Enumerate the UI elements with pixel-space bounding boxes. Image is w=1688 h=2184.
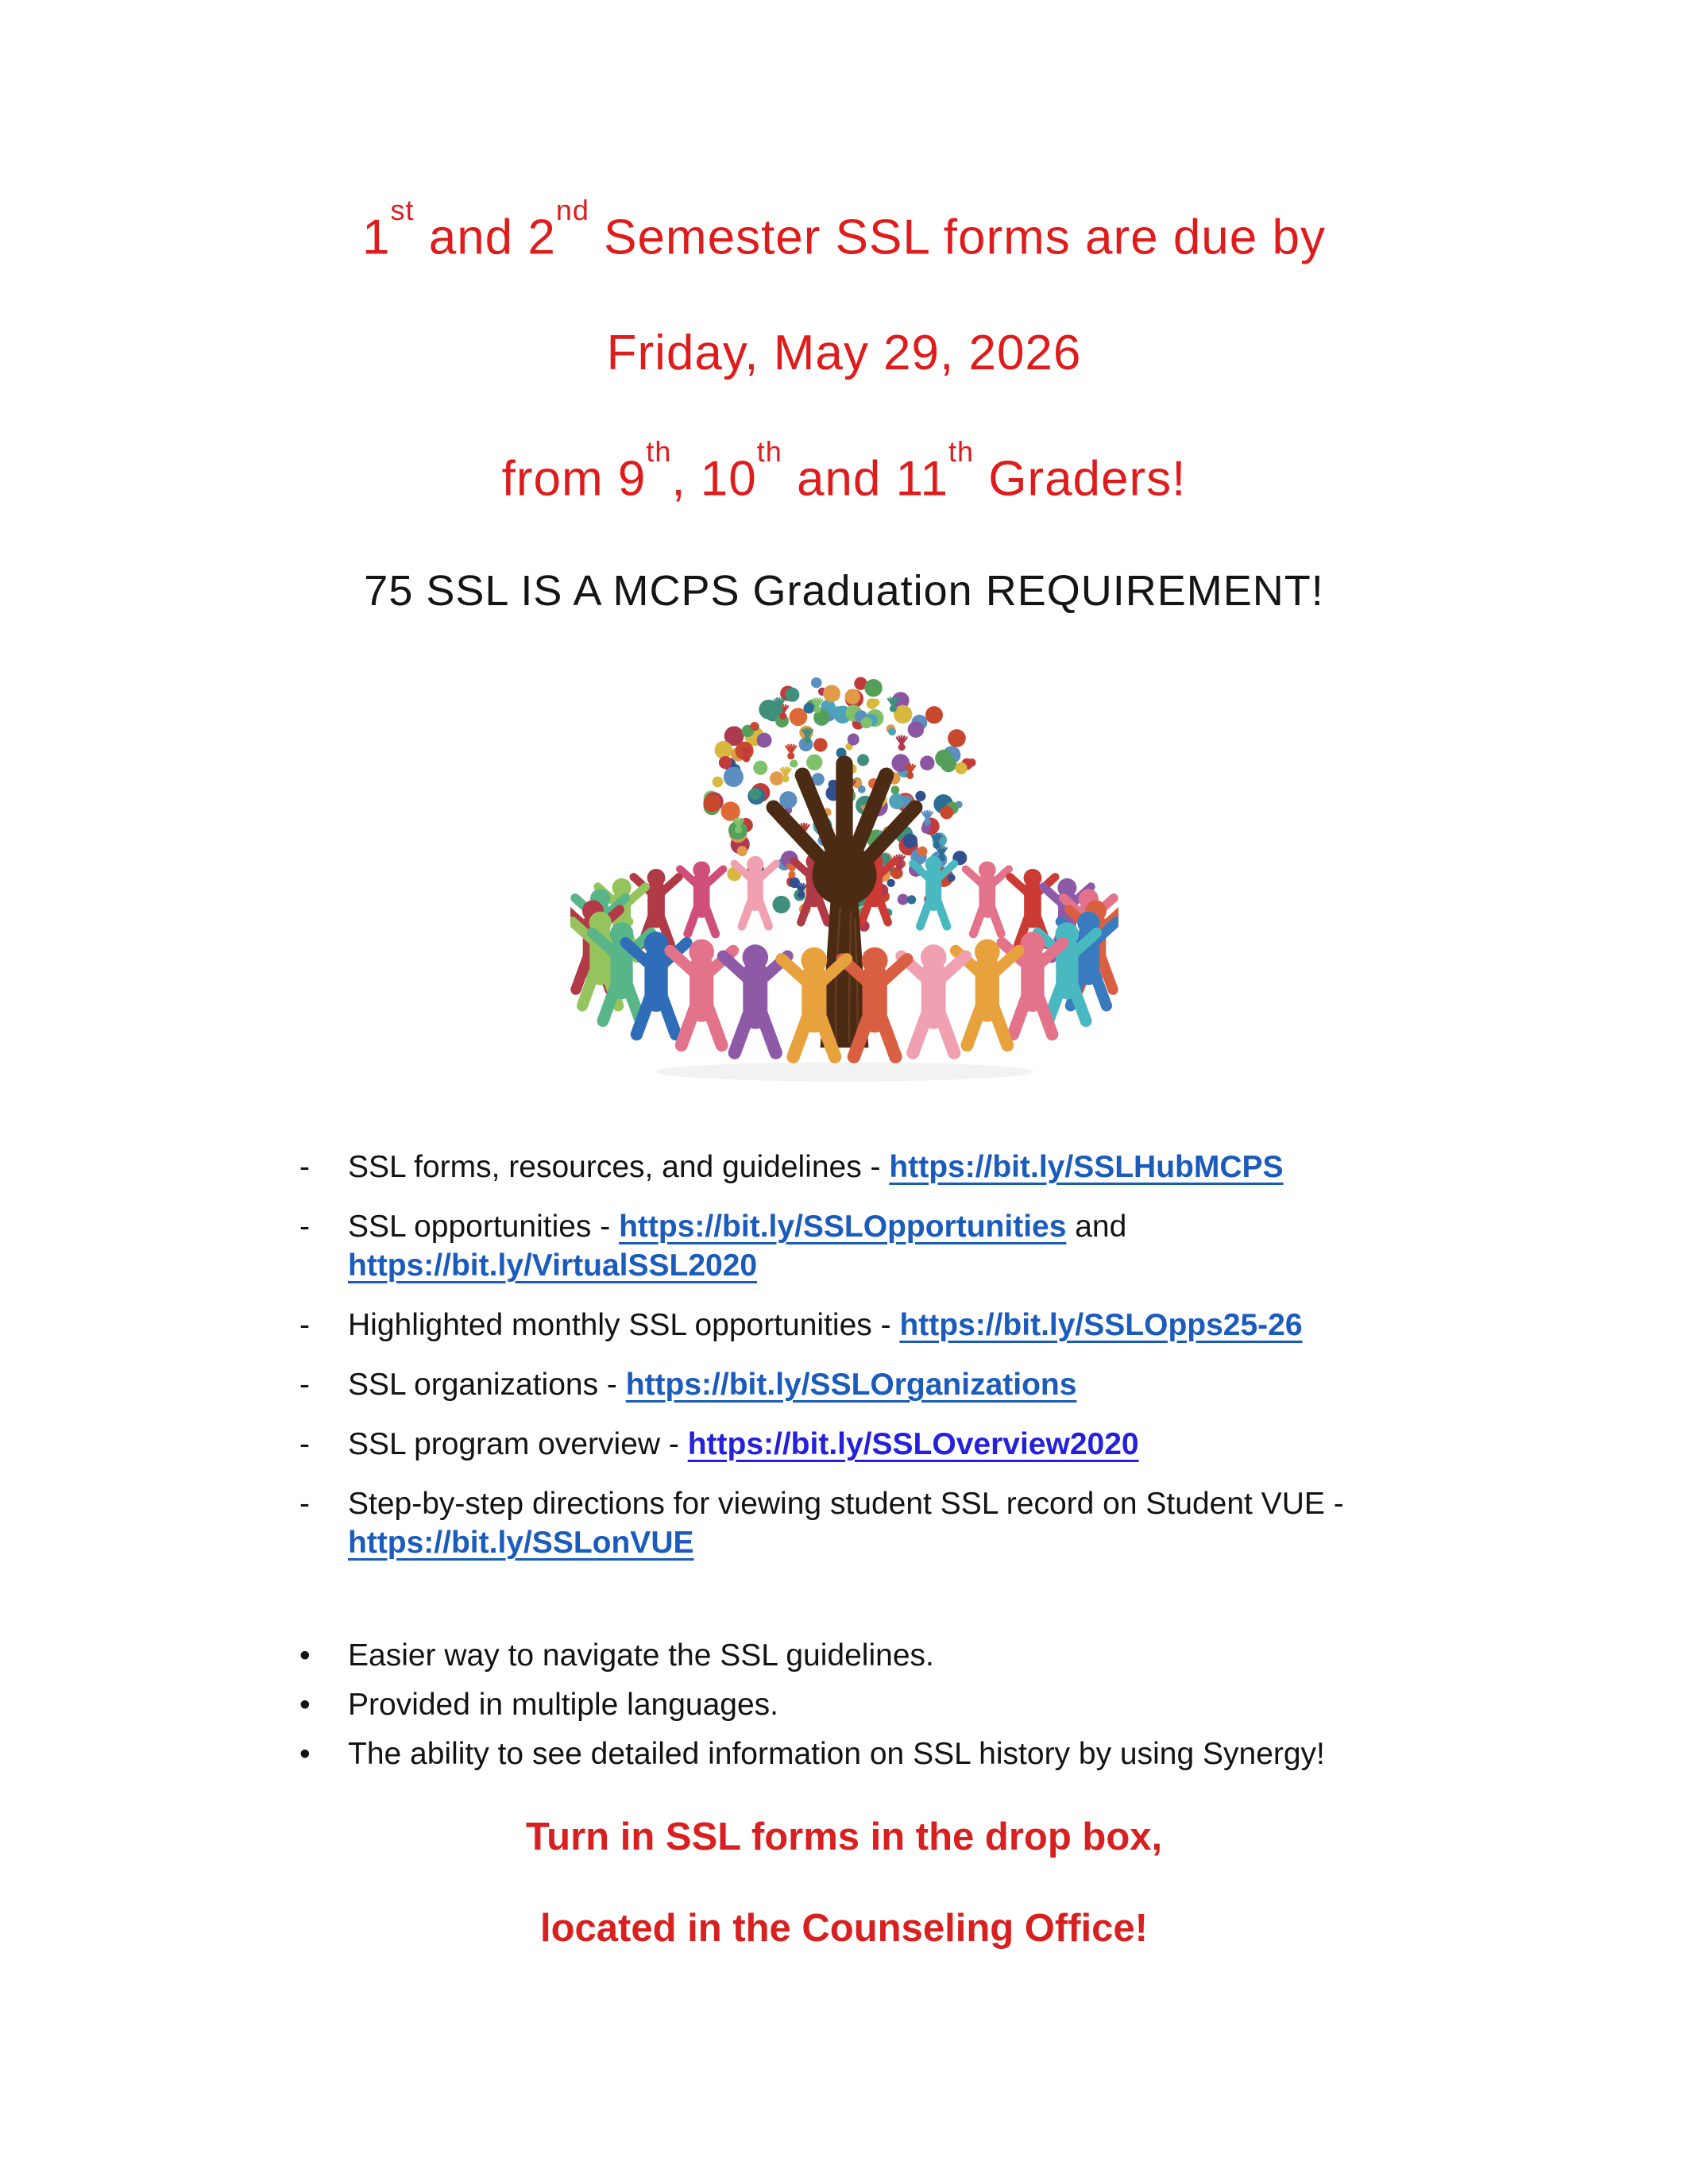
link-ssl-opps-25-26[interactable]: https://bit.ly/SSLOpps25-26 — [899, 1308, 1303, 1343]
heading-text: , 10 — [671, 451, 757, 507]
link-ssl-overview-2020[interactable]: https://bit.ly/SSLOverview2020 — [687, 1427, 1139, 1462]
dash-marker: - — [299, 1150, 310, 1185]
list-item — [299, 1365, 1426, 1404]
unity-tree-svg — [570, 669, 1118, 1088]
dash-marker: - — [299, 1210, 310, 1244]
ordinal-superscript: nd — [555, 194, 589, 227]
list-item-text: SSL organizations - — [348, 1368, 626, 1403]
list-item — [299, 1636, 1426, 1675]
bullet-marker: • — [299, 1638, 311, 1673]
ordinal-superscript: th — [646, 434, 672, 468]
dash-marker: - — [299, 1487, 310, 1522]
link-ssl-opportunities[interactable]: https://bit.ly/SSLOpportunities — [619, 1210, 1067, 1244]
due-date-heading-line2: Friday, May 29, 2026 — [606, 325, 1082, 380]
list-item — [299, 1484, 1426, 1562]
heading-text: and 11 — [782, 451, 948, 507]
ssl-links-list — [299, 1148, 1426, 1562]
graduation-requirement-heading: 75 SSL IS A MCPS Graduation REQUIREMENT! — [364, 567, 1324, 615]
list-item-text: The ability to see detailed information on SSL history by using Synergy! — [348, 1737, 1325, 1772]
heading-text: from 9 — [501, 451, 647, 507]
list-item-text: and — [1066, 1210, 1127, 1244]
bullet-marker: • — [299, 1688, 311, 1723]
ordinal-superscript: th — [756, 434, 782, 468]
ordinal-superscript: th — [948, 434, 974, 468]
ordinal-superscript: st — [390, 194, 415, 227]
heading-text: 1 — [362, 210, 391, 265]
list-item-text: Step-by-step directions for viewing student SSL record on Student VUE - — [348, 1487, 1344, 1522]
list-item — [299, 1734, 1426, 1773]
list-item — [299, 1207, 1426, 1285]
list-item-text: Easier way to navigate the SSL guidelines. — [348, 1638, 934, 1673]
list-item-text: SSL program overview - — [348, 1427, 688, 1462]
list-item-text: Highlighted monthly SSL opportunities - — [348, 1308, 900, 1343]
dash-marker: - — [299, 1308, 310, 1343]
list-item-text: SSL forms, resources, and guidelines - — [348, 1150, 890, 1185]
list-item — [299, 1306, 1426, 1345]
due-date-heading-line3 — [0, 434, 1688, 507]
dash-marker: - — [299, 1427, 310, 1462]
dropbox-instruction-line1: Turn in SSL forms in the drop box, — [525, 1815, 1163, 1859]
benefits-bullet-list — [299, 1636, 1426, 1773]
list-item-text: SSL opportunities - — [348, 1210, 620, 1244]
heading-text: Graders! — [973, 451, 1187, 507]
list-item-text: Provided in multiple languages. — [348, 1688, 779, 1723]
link-ssl-organizations[interactable]: https://bit.ly/SSLOrganizations — [625, 1368, 1077, 1403]
heading-text: and 2 — [414, 210, 556, 265]
list-item — [299, 1685, 1426, 1724]
dropbox-instruction-line2: located in the Counseling Office! — [539, 1907, 1148, 1951]
link-ssl-hub-mcps[interactable]: https://bit.ly/SSLHubMCPS — [889, 1150, 1284, 1185]
list-item — [299, 1148, 1426, 1187]
due-date-heading-line1 — [0, 194, 1688, 265]
dash-marker: - — [299, 1368, 310, 1403]
bullet-marker: • — [299, 1737, 311, 1772]
unity-tree-illustration — [0, 669, 1688, 1092]
list-item — [299, 1425, 1426, 1464]
link-ssl-on-vue[interactable]: https://bit.ly/SSLonVUE — [348, 1526, 694, 1561]
link-virtual-ssl-2020[interactable]: https://bit.ly/VirtualSSL2020 — [348, 1248, 758, 1283]
heading-text: Semester SSL forms are due by — [589, 210, 1326, 265]
